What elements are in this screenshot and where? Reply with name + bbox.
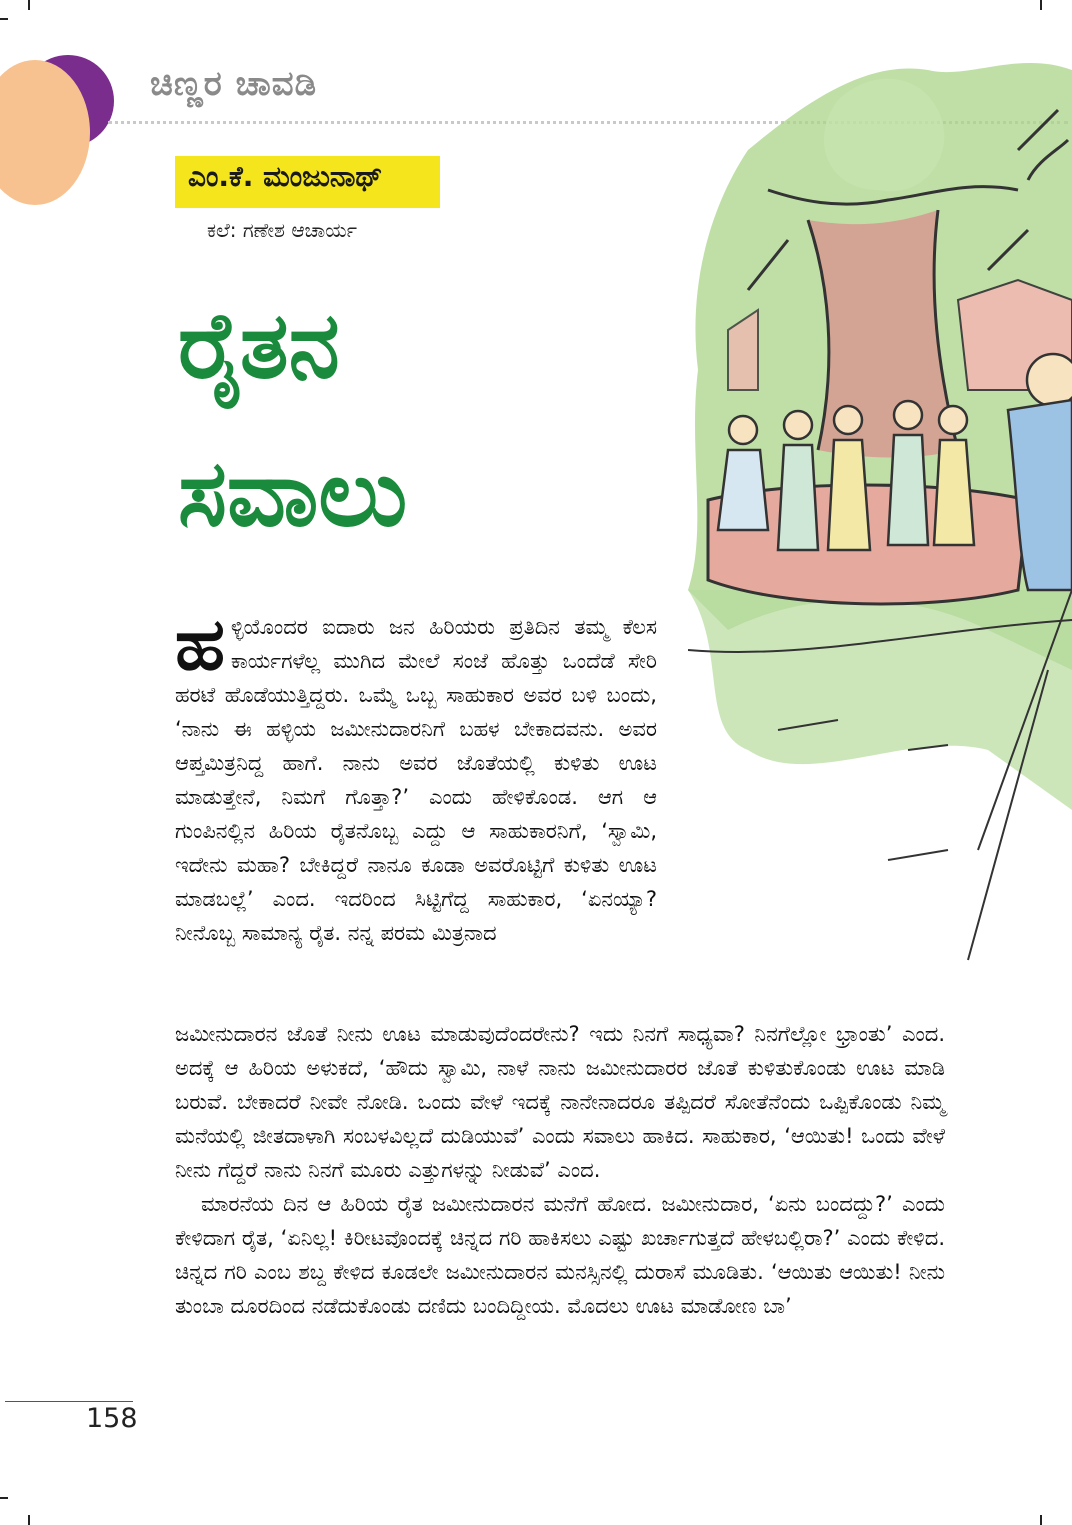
body-wide	[175, 1017, 945, 1323]
crop-mark-bottom-right	[1040, 1515, 1042, 1525]
illustrator-credit: ಕಲೆ: ಗಣೇಶ ಆಚಾರ್ಯ	[207, 218, 358, 242]
drop-cap: ಹ	[175, 602, 225, 686]
body-column	[175, 602, 657, 950]
article-title-line2: ಸವಾಲು	[178, 440, 408, 547]
page-number: 158	[86, 1403, 138, 1434]
crop-mark-left-top	[0, 18, 8, 20]
body-paragraph: ಜಮೀನುದಾರನ ಜೊತೆ ನೀನು ಊಟ ಮಾಡುವುದೆಂದರೇನು? ಇದು ನಿನಗೆ ಸಾಧ್ಯವಾ? ನಿನಗೆಲ್ಲೋ ಭ್ರಾಂತು’ ಎಂದ. ಅದಕ್ಕೆ ಆ ಹಿರಿಯ ಅಳುಕದೆ, ‘ಹೌದು ಸ್ವಾಮಿ, ನಾಳೆ ನಾನು ಜಮೀನುದಾರರ ಜೊತೆ ಕುಳಿತುಕೊಂಡು ಊಟ ಮಾಡಿ ಬರುವೆ. ಬೇಕಾದರೆ ನೀವೇ ನೋಡಿ. ಒಂದು ವೇಳೆ ಇದಕ್ಕೆ ನಾನೇನಾದರೂ ತಪ್ಪಿದರೆ ಸೋತೆನೆಂದು ಒಪ್ಪಿಕೊಂಡು ನಿಮ್ಮ ಮನೆಯಲ್ಲಿ ಜೀತದಾಳಾಗಿ ಸಂಬಳವಿಲ್ಲದೆ ದುಡಿಯುವೆ’ ಎಂದು ಸವಾಲು ಹಾಕಿದ. ಸಾಹುಕಾರ, ‘ಆಯಿತು! ಒಂದು ವೇಳೆ ನೀನು ಗೆದ್ದರೆ ನಾನು ನಿನಗೆ ಮೂರು ಎತ್ತುಗಳನ್ನು ನೀಡುವೆ’ ಎಂದ.	[175, 1022, 945, 1182]
body-paragraph-text: ಳ್ಳಿಯೊಂದರ ಐದಾರು ಜನ ಹಿರಿಯರು ಪ್ರತಿದಿನ ತಮ್ಮ ಕೆಲಸ ಕಾರ್ಯಗಳೆಲ್ಲ ಮುಗಿದ ಮೇಲೆ ಸಂಜೆ ಹೊತ್ತು ಒಂದೆಡೆ ಸೇರಿ ಹರಟೆ ಹೊಡೆಯುತ್ತಿದ್ದರು. ಒಮ್ಮೆ ಒಬ್ಬ ಸಾಹುಕಾರ ಅವರ ಬಳಿ ಬಂದು, ‘ನಾನು ಈ ಹಳ್ಳಿಯ ಜಮೀನುದಾರನಿಗೆ ಬಹಳ ಬೇಕಾದವನು. ಅವರ ಆಪ್ತಮಿತ್ರನಿದ್ದ ಹಾಗೆ. ನಾನು ಅವರ ಜೊತೆಯಲ್ಲಿ ಕುಳಿತು ಊಟ ಮಾಡುತ್ತೇನೆ, ನಿಮಗೆ ಗೊತ್ತಾ?’ ಎಂದು ಹೇಳಿಕೊಂಡ. ಆಗ ಆ ಗುಂಪಿನಲ್ಲಿನ ಹಿರಿಯ ರೈತನೊಬ್ಬ ಎದ್ದು ಆ ಸಾಹುಕಾರನಿಗೆ, ‘ಸ್ವಾಮಿ, ಇದೇನು ಮಹಾ? ಬೇಕಿದ್ದರೆ ನಾನೂ ಕೂಡಾ ಅವರೊಟ್ಟಿಗೆ ಕುಳಿತು ಊಟ ಮಾಡಬಲ್ಲೆ’ ಎಂದ. ಇದರಿಂದ ಸಿಟ್ಟಿಗೆದ್ದ ಸಾಹುಕಾರ, ‘ಏನಯ್ಯಾ? ನೀನೊಬ್ಬ ಸಾಮಾನ್ಯ ರೈತ. ನನ್ನ ಪರಮ ಮಿತ್ರನಾದ	[175, 615, 657, 945]
crop-mark-top-left	[28, 0, 30, 10]
article-title-line1: ರೈತನ	[178, 292, 340, 399]
crop-mark-bottom-left	[28, 1515, 30, 1525]
author-name: ಎಂ.ಕೆ. ಮಂಜುನಾಥ್	[188, 160, 383, 193]
body-paragraph	[175, 602, 657, 950]
crop-mark-top-right	[1040, 0, 1042, 10]
crop-mark-left-bottom	[0, 1497, 8, 1499]
section-label: ಚಿಣ್ಣರ ಚಾವಡಿ	[150, 64, 318, 104]
footer-rule	[5, 1401, 133, 1402]
body-paragraph: ಮಾರನೆಯ ದಿನ ಆ ಹಿರಿಯ ರೈತ ಜಮೀನುದಾರನ ಮನೆಗೆ ಹೋದ. ಜಮೀನುದಾರ, ‘ಏನು ಬಂದದ್ದು?’ ಎಂದು ಕೇಳಿದಾಗ ರೈತ, ‘ಏನಿಲ್ಲ! ಕಿರೀಟವೊಂದಕ್ಕೆ ಚಿನ್ನದ ಗರಿ ಹಾಕಿಸಲು ಎಷ್ಟು ಖರ್ಚಾಗುತ್ತದೆ ಹೇಳಬಲ್ಲಿರಾ?’ ಎಂದು ಕೇಳಿದ. ಚಿನ್ನದ ಗರಿ ಎಂಬ ಶಬ್ದ ಕೇಳಿದ ಕೂಡಲೇ ಜಮೀನುದಾರನ ಮನಸ್ಸಿನಲ್ಲಿ ದುರಾಸೆ ಮೂಡಿತು. ‘ಆಯಿತು ಆಯಿತು! ನೀನು ತುಂಬಾ ದೂರದಿಂದ ನಡೆದುಕೊಂಡು ದಣಿದು ಬಂದಿದ್ದೀಯ. ಮೊದಲು ಊಟ ಮಾಡೋಣ ಬಾ’	[175, 1192, 945, 1318]
village-tree-illustration-icon	[688, 30, 1072, 970]
